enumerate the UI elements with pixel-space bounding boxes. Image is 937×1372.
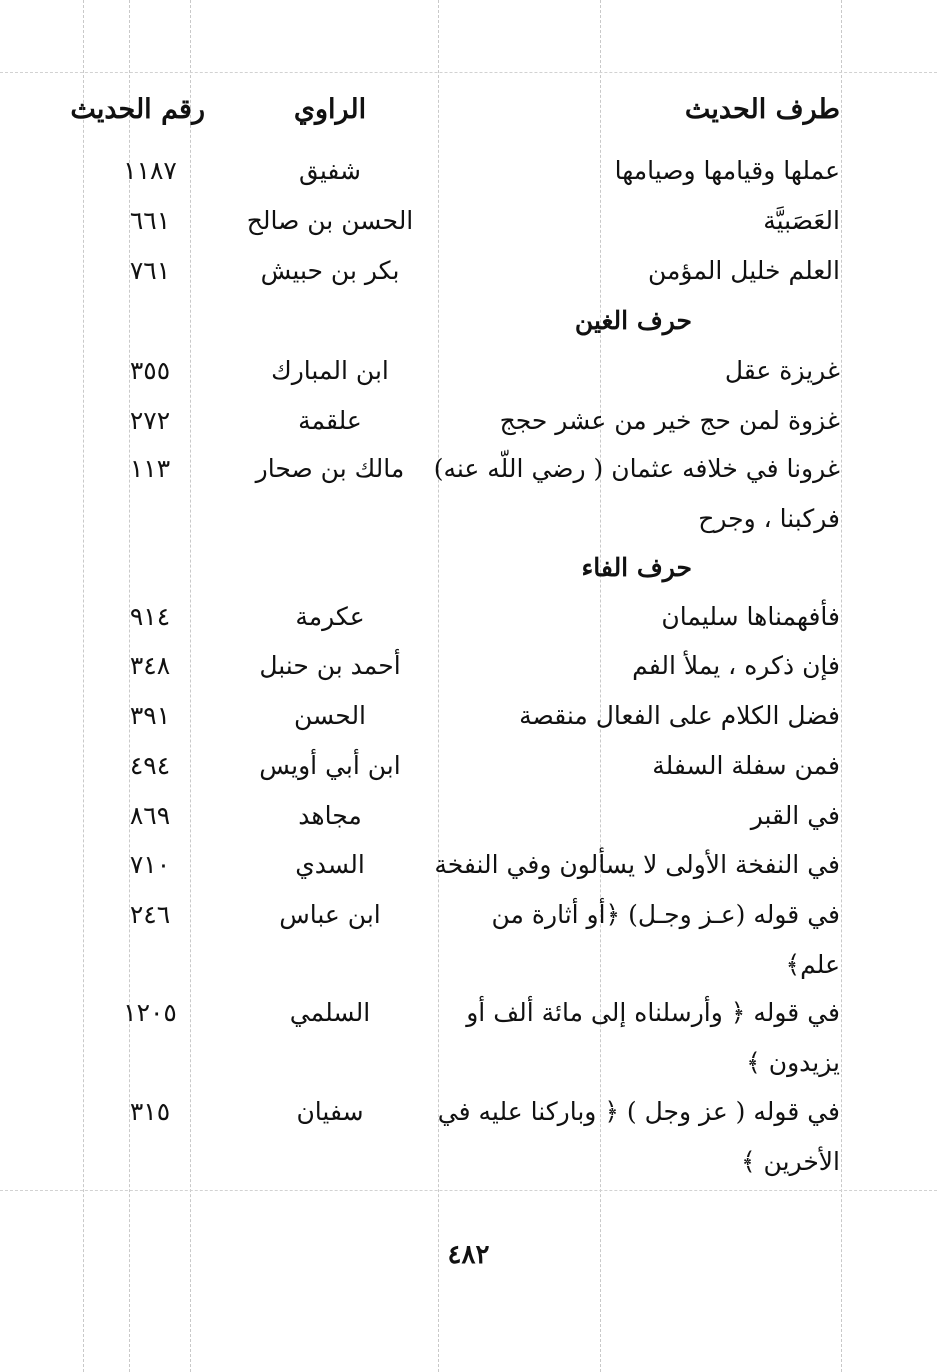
hadith-text: في قوله (عـز وجـل) ﴿أو أثارة من	[491, 900, 840, 929]
rawi-name: ابن أبي أويس	[259, 751, 401, 780]
table-row-continuation	[0, 940, 937, 990]
table-row	[0, 396, 937, 446]
table-row	[0, 592, 937, 642]
hadith-text: فمن سفلة السفلة	[652, 751, 840, 780]
rawi-name: ابن المبارك	[271, 356, 389, 385]
rawi-name: الحسن بن صالح	[246, 206, 414, 235]
header-hadith: طرف الحديث	[684, 94, 840, 125]
rawi-name: مجاهد	[298, 801, 362, 830]
hadith-number: ٧٦١	[129, 256, 171, 285]
section-heading-ghain: حرف الغين	[574, 306, 692, 335]
hadith-text-continuation: الأخرين ﴾	[740, 1147, 840, 1176]
table-row	[0, 791, 937, 841]
hadith-number: ٩١٤	[129, 602, 171, 631]
hadith-text: غرونا في خلافه عثمان ( رضي اللّه عنه)	[433, 454, 840, 483]
hadith-number: ١١٨٧	[123, 156, 177, 185]
hadith-text-continuation: علم﴾	[785, 950, 840, 979]
table-row	[0, 890, 937, 940]
rawi-name: بكر بن حبيش	[260, 256, 400, 285]
hadith-text: فإن ذكره ، يملأ الفم	[632, 651, 840, 680]
rawi-name: شفيق	[299, 156, 361, 185]
hadith-number: ٣١٥	[129, 1097, 171, 1126]
rawi-name: سفيان	[296, 1097, 364, 1126]
table-row	[0, 346, 937, 396]
table-row-continuation	[0, 1038, 937, 1088]
rawi-name: السلمي	[289, 998, 371, 1027]
hadith-number: ١١٣	[129, 454, 171, 483]
table-row	[0, 988, 937, 1038]
hadith-text-continuation: فركبنا ، وجرح	[698, 504, 840, 533]
hadith-number: ٧١٠	[129, 850, 171, 879]
header-rawi: الراوي	[293, 94, 367, 125]
hadith-number: ١٢٠٥	[123, 998, 177, 1027]
hadith-number: ٦٦١	[129, 206, 171, 235]
table-row	[0, 741, 937, 791]
hadith-text: غريزة عقل	[724, 356, 840, 385]
table-row	[0, 691, 937, 741]
rawi-name: الحسن	[293, 701, 367, 730]
table-header	[0, 85, 937, 135]
hadith-number: ٨٦٩	[129, 801, 171, 830]
rawi-name: مالك بن صحار	[255, 454, 405, 483]
table-row	[0, 146, 937, 196]
hadith-number: ٣٤٨	[129, 651, 171, 680]
hadith-text: فضل الكلام على الفعال منقصة	[519, 701, 840, 730]
hadith-number: ٤٩٤	[129, 751, 171, 780]
hadith-text-continuation: يزيدون ﴾	[746, 1048, 840, 1077]
hadith-number: ٣٥٥	[129, 356, 171, 385]
table-row	[0, 444, 937, 494]
table-row	[0, 840, 937, 890]
hadith-number: ٢٧٢	[129, 406, 171, 435]
hadith-text: في القبر	[750, 801, 840, 830]
section-heading-fa: حرف الفاء	[581, 553, 692, 582]
table-row	[0, 1087, 937, 1137]
hadith-number: ٣٩١	[129, 701, 171, 730]
header-number: رقم الحديث	[70, 94, 205, 125]
hadith-text: في قوله ﴿ وأرسلناه إلى مائة ألف أو	[466, 998, 840, 1027]
hadith-number: ٢٤٦	[129, 900, 171, 929]
table-row	[0, 246, 937, 296]
table-row-continuation	[0, 494, 937, 544]
rawi-name: عكرمة	[295, 602, 365, 631]
page-number: ٤٨٢	[447, 1240, 490, 1270]
hadith-text: العلم خليل المؤمن	[648, 256, 840, 285]
hadith-text: عملها وقيامها وصيامها	[614, 156, 840, 185]
rawi-name: أحمد بن حنبل	[259, 651, 401, 680]
hadith-text: في قوله ( عز وجل ) ﴿ وباركنا عليه في	[437, 1097, 840, 1126]
hadith-text: غزوة لمن حج خير من عشر حجج	[499, 406, 840, 435]
rawi-name: السدي	[295, 850, 365, 879]
hadith-text: العَصَبيَّة	[763, 206, 840, 235]
rawi-name: علقمة	[298, 406, 362, 435]
table-row-continuation	[0, 1137, 937, 1187]
hadith-text: فأفهمناها سليمان	[661, 602, 840, 631]
hadith-text: في النفخة الأولى لا يسألون وفي النفخة	[434, 850, 840, 879]
table-row	[0, 196, 937, 246]
table-row	[0, 641, 937, 691]
rawi-name: ابن عباس	[279, 900, 381, 929]
